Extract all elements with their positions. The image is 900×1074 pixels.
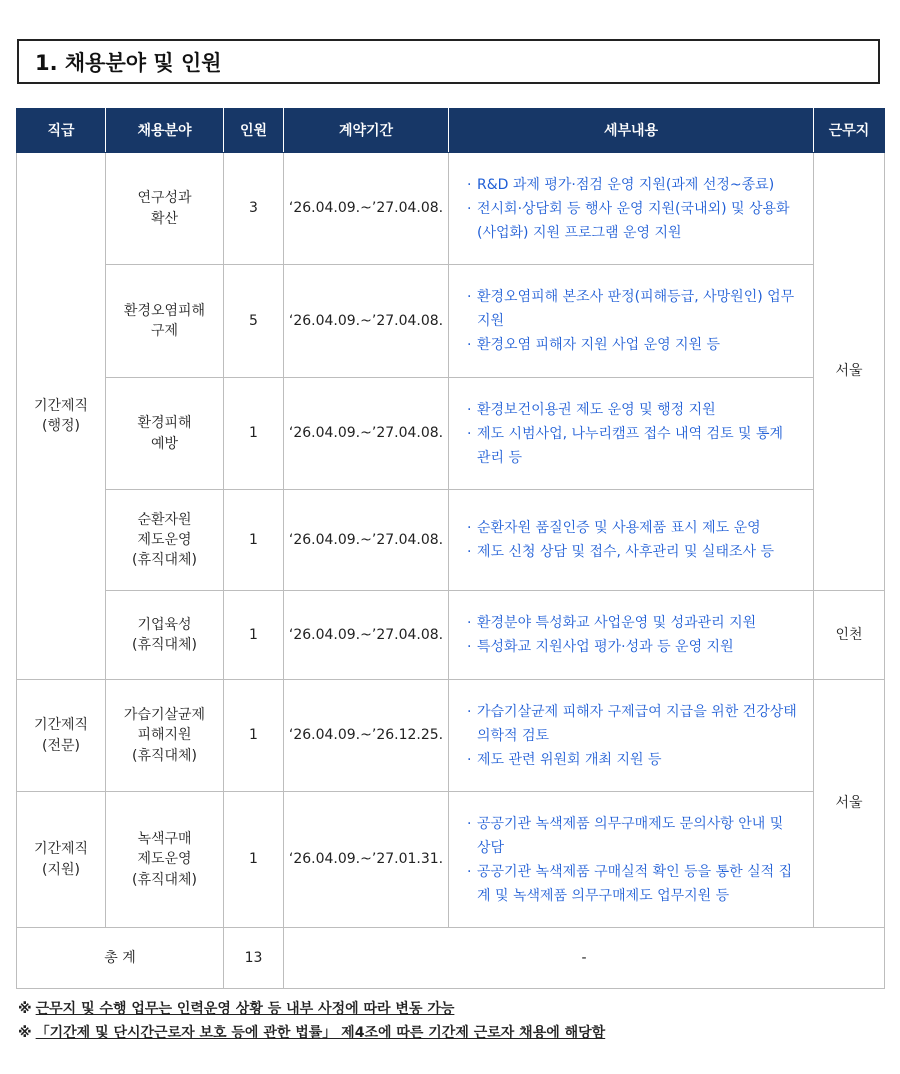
total-label: 총 계 bbox=[17, 928, 224, 989]
detail-item: · 제도 시범사업, 나누리캠프 접수 내역 검토 및 통계 관리 등 bbox=[467, 425, 784, 466]
note-item bbox=[18, 1021, 605, 1045]
section-title-text: 1. 채용분야 및 인원 bbox=[35, 50, 222, 75]
period-cell: ‘26.04.09.~’27.04.08. bbox=[284, 265, 449, 378]
table-row bbox=[17, 378, 885, 490]
section-title bbox=[17, 39, 880, 84]
detail-item: · 환경분야 특성화교 사업운영 및 성과관리 지원 bbox=[467, 615, 757, 631]
table-row bbox=[17, 680, 885, 792]
period-cell: ‘26.04.09.~’27.04.08. bbox=[284, 153, 449, 265]
details-cell bbox=[449, 680, 814, 792]
note-mark: ※ bbox=[18, 1001, 32, 1017]
field-cell: 환경피해 예방 bbox=[106, 378, 224, 490]
detail-item: · 환경오염 피해자 지원 사업 운영 지원 등 bbox=[467, 337, 721, 353]
table-row bbox=[17, 490, 885, 591]
detail-item: · 가습기살균제 피해자 구제급여 지급을 위한 건강상태 의학적 검토 bbox=[467, 703, 797, 744]
count-cell: 1 bbox=[224, 378, 284, 490]
detail-item: · 제도 관련 위원회 개최 지원 등 bbox=[467, 751, 662, 768]
detail-item: · 공공기관 녹색제품 의무구매제도 문의사항 안내 및 상담 bbox=[467, 815, 784, 856]
field-cell: 가습기살균제 피해지원 (휴직대체) bbox=[106, 680, 224, 792]
details-cell bbox=[449, 265, 814, 378]
table-row bbox=[17, 591, 885, 680]
count-cell: 1 bbox=[224, 792, 284, 928]
field-cell: 기업육성 (휴직대체) bbox=[106, 591, 224, 680]
note-text: 「기간제 및 단시간근로자 보호 등에 관한 법률」 제4조에 따른 기간제 근로자 채용에 해당함 bbox=[35, 1025, 606, 1041]
detail-item: · 순환자원 품질인증 및 사용제품 표시 제도 운영 bbox=[467, 520, 761, 536]
details-cell bbox=[449, 378, 814, 490]
table-row bbox=[17, 153, 885, 265]
field-cell: 연구성과 확산 bbox=[106, 153, 224, 265]
detail-item: · R&D 과제 평가·점검 운영 지원(과제 선정~종료) bbox=[467, 176, 775, 193]
details-cell bbox=[449, 792, 814, 928]
note-mark: ※ bbox=[18, 1025, 32, 1041]
count-cell: 5 bbox=[224, 265, 284, 378]
total-count: 13 bbox=[224, 928, 284, 989]
period-cell: ‘26.04.09.~’27.04.08. bbox=[284, 490, 449, 591]
location-cell: 서울 bbox=[814, 153, 885, 591]
field-cell: 환경오염피해 구제 bbox=[106, 265, 224, 378]
table-header-row bbox=[17, 108, 885, 153]
detail-item: · 공공기관 녹색제품 구매실적 확인 등을 통한 실적 집계 및 녹색제품 의무구매제도 업무지원 등 bbox=[467, 863, 793, 904]
header-count: 인원 bbox=[224, 108, 284, 153]
count-cell: 1 bbox=[224, 591, 284, 680]
header-location: 근무지 bbox=[814, 108, 885, 153]
table-row bbox=[17, 265, 885, 378]
header-period: 계약기간 bbox=[284, 108, 449, 153]
count-cell: 1 bbox=[224, 490, 284, 591]
grade-cell: 기간제직 (전문) bbox=[17, 680, 106, 792]
header-field: 채용분야 bbox=[106, 108, 224, 153]
period-cell: ‘26.04.09.~’27.04.08. bbox=[284, 591, 449, 680]
period-cell: ‘26.04.09.~’26.12.25. bbox=[284, 680, 449, 792]
count-cell: 1 bbox=[224, 680, 284, 792]
note-text: 근무지 및 수행 업무는 인력운영 상황 등 내부 사정에 따라 변동 가능 bbox=[35, 1001, 455, 1017]
field-cell: 녹색구매 제도운영 (휴직대체) bbox=[106, 792, 224, 928]
grade-cell: 기간제직 (지원) bbox=[17, 792, 106, 928]
details-cell bbox=[449, 153, 814, 265]
header-grade: 직급 bbox=[17, 108, 106, 153]
detail-item: · 특성화교 지원사업 평가·성과 등 운영 지원 bbox=[467, 639, 734, 655]
detail-item: · 전시회·상담회 등 행사 운영 지원(국내외) 및 상용화(사업화) 지원 프로그램 운영 지원 bbox=[467, 200, 790, 241]
detail-item: · 제도 신청 상담 및 접수, 사후관리 및 실태조사 등 bbox=[467, 544, 775, 560]
period-cell: ‘26.04.09.~’27.04.08. bbox=[284, 378, 449, 490]
recruitment-table bbox=[16, 108, 885, 989]
total-row bbox=[17, 928, 885, 989]
table-row bbox=[17, 792, 885, 928]
location-cell: 서울 bbox=[814, 680, 885, 928]
detail-item: · 환경보건이용권 제도 운영 및 행정 지원 bbox=[467, 401, 716, 418]
total-rest: - bbox=[284, 928, 885, 989]
details-cell bbox=[449, 490, 814, 591]
detail-item: · 환경오염피해 본조사 판정(피해등급, 사망원인) 업무 지원 bbox=[467, 289, 795, 329]
header-details: 세부내용 bbox=[449, 108, 814, 153]
period-cell: ‘26.04.09.~’27.01.31. bbox=[284, 792, 449, 928]
location-cell: 인천 bbox=[814, 591, 885, 680]
note-item bbox=[18, 997, 605, 1021]
notes bbox=[18, 997, 605, 1045]
field-cell: 순환자원 제도운영 (휴직대체) bbox=[106, 490, 224, 591]
count-cell: 3 bbox=[224, 153, 284, 265]
details-cell bbox=[449, 591, 814, 680]
grade-cell: 기간제직 (행정) bbox=[17, 153, 106, 680]
